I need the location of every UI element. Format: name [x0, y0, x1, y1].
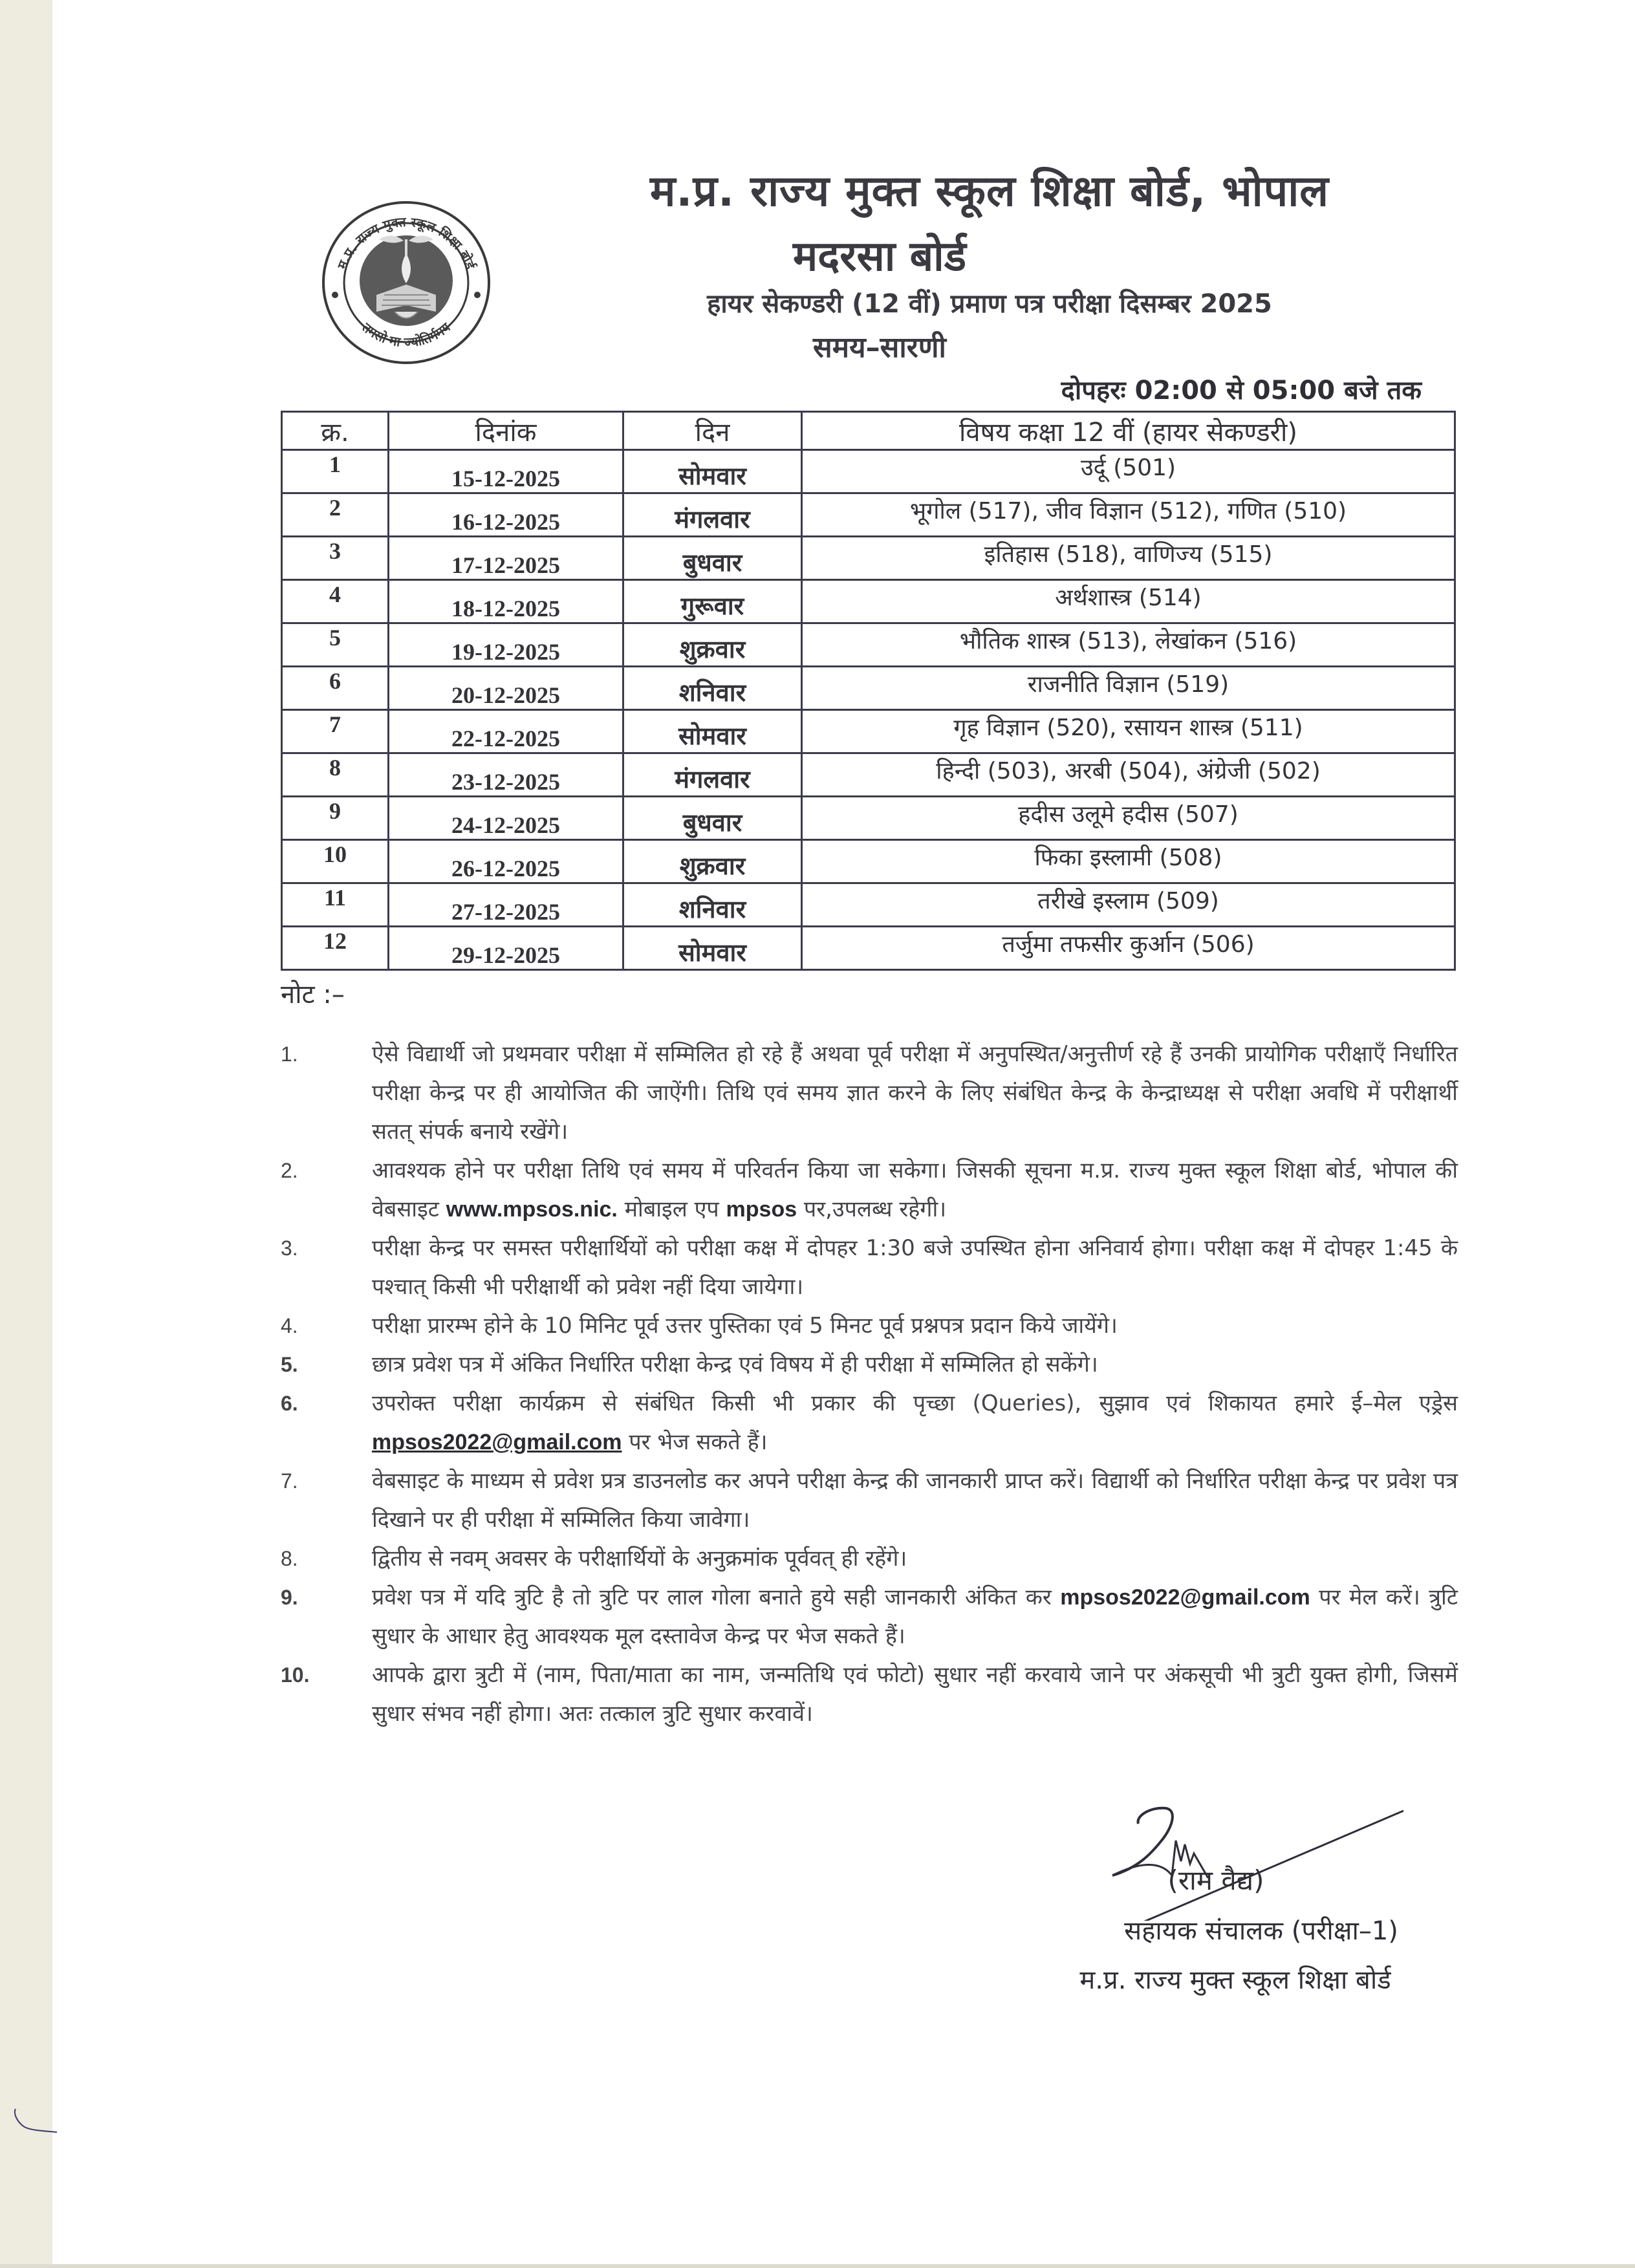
document-type: समय–सारणी	[813, 331, 946, 364]
row-day: शुक्रवार	[623, 840, 802, 883]
row-subjects: भौतिक शास्त्र (513), लेखांकन (516)	[802, 623, 1455, 667]
row-subjects: तर्जुमा तफसीर कुर्आन (506)	[802, 927, 1455, 970]
table-row	[282, 927, 1455, 970]
exam-schedule-table	[281, 411, 1456, 971]
note-text-segment: पर,उपलब्ध रहेगी।	[797, 1196, 947, 1222]
table-row	[282, 623, 1455, 667]
row-serial: 2	[282, 493, 389, 537]
row-date: 18-12-2025	[389, 580, 623, 623]
notes-heading: नोट :–	[281, 980, 345, 1010]
table-row	[282, 797, 1455, 840]
table-header-row	[282, 412, 1455, 450]
row-serial: 9	[282, 797, 389, 840]
row-day: गुरूवार	[623, 580, 802, 623]
row-subjects: हदीस उलूमे हदीस (507)	[802, 797, 1455, 840]
row-date: 29-12-2025	[389, 927, 623, 970]
note-item	[281, 1462, 1458, 1539]
row-subjects: इतिहास (518), वाणिज्य (515)	[802, 537, 1455, 580]
row-day: मंगलवार	[623, 493, 802, 537]
row-day: सोमवार	[623, 927, 802, 970]
row-serial: 6	[282, 667, 389, 710]
row-day: शुक्रवार	[623, 623, 802, 667]
note-emphasis: www.mpsos.nic.	[446, 1197, 618, 1222]
note-item	[281, 1345, 1458, 1384]
note-text	[372, 1229, 1458, 1306]
note-text	[372, 1151, 1458, 1229]
org-title: म.प्र. राज्य मुक्त स्कूल शिक्षा बोर्ड, भोपाल	[649, 166, 1330, 216]
row-date: 16-12-2025	[389, 493, 623, 537]
note-item	[281, 1306, 1458, 1345]
row-serial: 11	[282, 883, 389, 927]
row-date: 22-12-2025	[389, 710, 623, 753]
table-body	[282, 450, 1455, 970]
row-serial: 5	[282, 623, 389, 667]
table-row	[282, 537, 1455, 580]
note-text	[372, 1306, 1458, 1345]
table-row	[282, 753, 1455, 797]
column-header-subjects: विषय कक्षा 12 वीं (हायर सेकण्डरी)	[802, 412, 1455, 450]
row-subjects: अर्थशास्त्र (514)	[802, 580, 1455, 623]
note-item	[281, 1578, 1458, 1656]
note-emphasis: mpsos	[726, 1197, 797, 1222]
note-text-segment: छात्र प्रवेश पत्र में अंकित निर्धारित परीक्षा केन्द्र एवं विषय में ही परीक्षा में सम्मिलित हो सकेंगे।	[372, 1352, 1098, 1377]
emblem-ring-text-top: म.प्र. राज्य मुक्त स्कूल शिक्षा बोर्ड	[334, 213, 479, 272]
row-day: मंगलवार	[623, 753, 802, 797]
scanner-edge	[0, 2264, 1635, 2268]
scanner-margin	[0, 0, 52, 2268]
column-header-serial: क्र.	[282, 412, 389, 450]
note-item	[281, 1035, 1458, 1151]
row-date: 17-12-2025	[389, 537, 623, 580]
row-serial: 4	[282, 580, 389, 623]
note-number: 3.	[281, 1237, 298, 1260]
row-date: 27-12-2025	[389, 883, 623, 927]
exam-time: दोपहरः 02:00 से 05:00 बजे तक	[1061, 376, 1422, 405]
signatory-organization: म.प्र. राज्य मुक्त स्कूल शिक्षा बोर्ड	[1079, 1965, 1391, 1995]
table-row	[282, 450, 1455, 493]
row-day: बुधवार	[623, 537, 802, 580]
row-day: सोमवार	[623, 710, 802, 753]
row-date: 20-12-2025	[389, 667, 623, 710]
row-subjects: हिन्दी (503), अरबी (504), अंग्रेजी (502)	[802, 753, 1455, 797]
row-day: शनिवार	[623, 883, 802, 927]
row-subjects: फिका इस्लामी (508)	[802, 840, 1455, 883]
row-serial: 3	[282, 537, 389, 580]
row-serial: 7	[282, 710, 389, 753]
row-subjects: तरीखे इस्लाम (509)	[802, 883, 1455, 927]
table-row	[282, 580, 1455, 623]
note-number: 1.	[281, 1042, 298, 1066]
note-text-segment: द्वितीय से नवम् अवसर के परीक्षार्थियों के अनुक्रमांक पूर्ववत् ही रहेंगे।	[372, 1546, 907, 1571]
pen-mark	[6, 2105, 58, 2150]
note-number: 7.	[281, 1469, 298, 1493]
board-emblem-icon	[319, 198, 493, 367]
row-subjects: राजनीति विज्ञान (519)	[802, 667, 1455, 710]
note-text-segment: उपरोक्त परीक्षा कार्यक्रम से संबंधित किसी भी प्रकार की पृच्छा (Queries), सुझाव एवं शिकायत हमारे ई–मेल एड्रेस	[372, 1390, 1458, 1416]
row-day: शनिवार	[623, 667, 802, 710]
note-emphasis: mpsos2022@gmail.com	[1060, 1585, 1310, 1610]
table-row	[282, 667, 1455, 710]
note-item	[281, 1151, 1458, 1229]
exam-title: हायर सेकण्डरी (12 वीं) प्रमाण पत्र परीक्षा दिसम्बर 2025	[707, 289, 1272, 319]
note-item	[281, 1656, 1458, 1733]
note-text	[372, 1384, 1458, 1462]
note-text-segment: परीक्षा केन्द्र पर समस्त परीक्षार्थियों को परीक्षा कक्ष में दोपहर 1:30 बजे उपस्थित होना अनिवार्य होगा। परीक्षा कक्ष में दोपहर 1:45 के पश्चात् किसी भी परीक्षार्थी को प्रवेश नहीं दिया जायेगा।	[372, 1235, 1458, 1300]
note-text	[372, 1462, 1458, 1539]
row-subjects: उर्दू (501)	[802, 450, 1455, 493]
note-text-segment: परीक्षा प्रारम्भ होने के 10 मिनिट पूर्व उत्तर पुस्तिका एवं 5 मिनट पूर्व प्रश्नपत्र प्रदान किये जायेंगे।	[372, 1313, 1118, 1339]
table-row	[282, 493, 1455, 537]
row-serial: 12	[282, 927, 389, 970]
notes-list	[281, 1035, 1458, 1733]
note-item	[281, 1229, 1458, 1306]
note-number: 5.	[281, 1353, 298, 1376]
row-date: 24-12-2025	[389, 797, 623, 840]
signatory-name: (राम वैद्य)	[1167, 1864, 1264, 1896]
note-text-segment: मोबाइल एप	[617, 1196, 726, 1222]
row-subjects: भूगोल (517), जीव विज्ञान (512), गणित (510)	[802, 493, 1455, 537]
row-date: 19-12-2025	[389, 623, 623, 667]
email-link[interactable]: mpsos2022@gmail.com	[372, 1430, 622, 1454]
note-text-segment: पर भेज सकते हैं।	[622, 1429, 768, 1455]
row-date: 15-12-2025	[389, 450, 623, 493]
note-text-segment: ऐसे विद्यार्थी जो प्रथमवार परीक्षा में सम्मिलित हो रहे हैं अथवा पूर्व परीक्षा में अनुपस्थित/अनुत्तीर्ण रहे हैं उनकी प्रायोगिक परीक्षाएँ निर्धारित परीक्षा केन्द्र पर ही आयोजित की जाऐंगी। तिथि एवं समय ज्ञात करने के लिए संबंधित केन्द्र के केन्द्राध्यक्ष से परीक्षा अवधि में परीक्षार्थी सतत् संपर्क बनाये रखेंगे।	[372, 1041, 1458, 1145]
note-text	[372, 1578, 1458, 1656]
note-text	[372, 1656, 1458, 1733]
table-row	[282, 840, 1455, 883]
note-number: 10.	[281, 1663, 310, 1687]
note-number: 9.	[281, 1586, 298, 1609]
note-item	[281, 1384, 1458, 1462]
signatory-designation: सहायक संचालक (परीक्षा–1)	[1124, 1916, 1398, 1946]
note-text	[372, 1345, 1458, 1384]
row-subjects: गृह विज्ञान (520), रसायन शास्त्र (511)	[802, 710, 1455, 753]
note-text-segment: आपके द्वारा त्रुटी में (नाम, पिता/माता का नाम, जन्मतिथि एवं फोटो) सुधार नहीं करवाये जाने पर अंकसूची भी त्रुटी युक्त होगी, जिसमें सुधार संभव नहीं होगा। अतः तत्काल त्रुटि सुधार करवावें।	[372, 1662, 1458, 1727]
row-serial: 8	[282, 753, 389, 797]
column-header-day: दिन	[623, 412, 802, 450]
note-text-segment: प्रवेश पत्र में यदि त्रुटि है तो त्रुटि पर लाल गोला बनाते हुये सही जानकारी अंकित कर	[372, 1584, 1061, 1610]
row-day: बुधवार	[623, 797, 802, 840]
row-serial: 10	[282, 840, 389, 883]
note-text	[372, 1035, 1458, 1151]
note-number: 6.	[281, 1392, 298, 1415]
note-text-segment: पर मेल करें। त्रुटि सुधार के आधार हेतु आवश्यक मूल दस्तावेज केन्द्र पर भेज सकते हैं।	[372, 1584, 1458, 1649]
emblem-ring-text-bottom: तमसो मा ज्योतिर्गमय	[359, 319, 453, 351]
board-name: मदरसा बोर्ड	[793, 233, 966, 281]
column-header-date: दिनांक	[389, 412, 623, 450]
row-day: सोमवार	[623, 450, 802, 493]
note-text-segment: वेबसाइट के माध्यम से प्रवेश प्रत्र डाउनलोड कर अपने परीक्षा केन्द्र की जानकारी प्राप्त करें। विद्यार्थी को निर्धारित परीक्षा केन्द्र पर प्रवेश पत्र दिखाने पर ही परीक्षा में सम्मिलित किया जावेगा।	[372, 1468, 1458, 1533]
table-row	[282, 710, 1455, 753]
note-number: 8.	[281, 1547, 298, 1570]
note-text	[372, 1539, 1458, 1578]
row-date: 23-12-2025	[389, 753, 623, 797]
row-date: 26-12-2025	[389, 840, 623, 883]
note-number: 2.	[281, 1159, 298, 1182]
note-number: 4.	[281, 1314, 298, 1337]
note-item	[281, 1539, 1458, 1578]
table-row	[282, 883, 1455, 927]
signature-icon	[1099, 1798, 1423, 1921]
note-text-segment: आवश्यक होने पर परीक्षा तिथि एवं समय में परिवर्तन किया जा सकेगा। जिसकी सूचना म.प्र. राज्य मुक्त स्कूल शिक्षा बोर्ड, भोपाल की वेबसाइट	[372, 1158, 1458, 1222]
row-serial: 1	[282, 450, 389, 493]
